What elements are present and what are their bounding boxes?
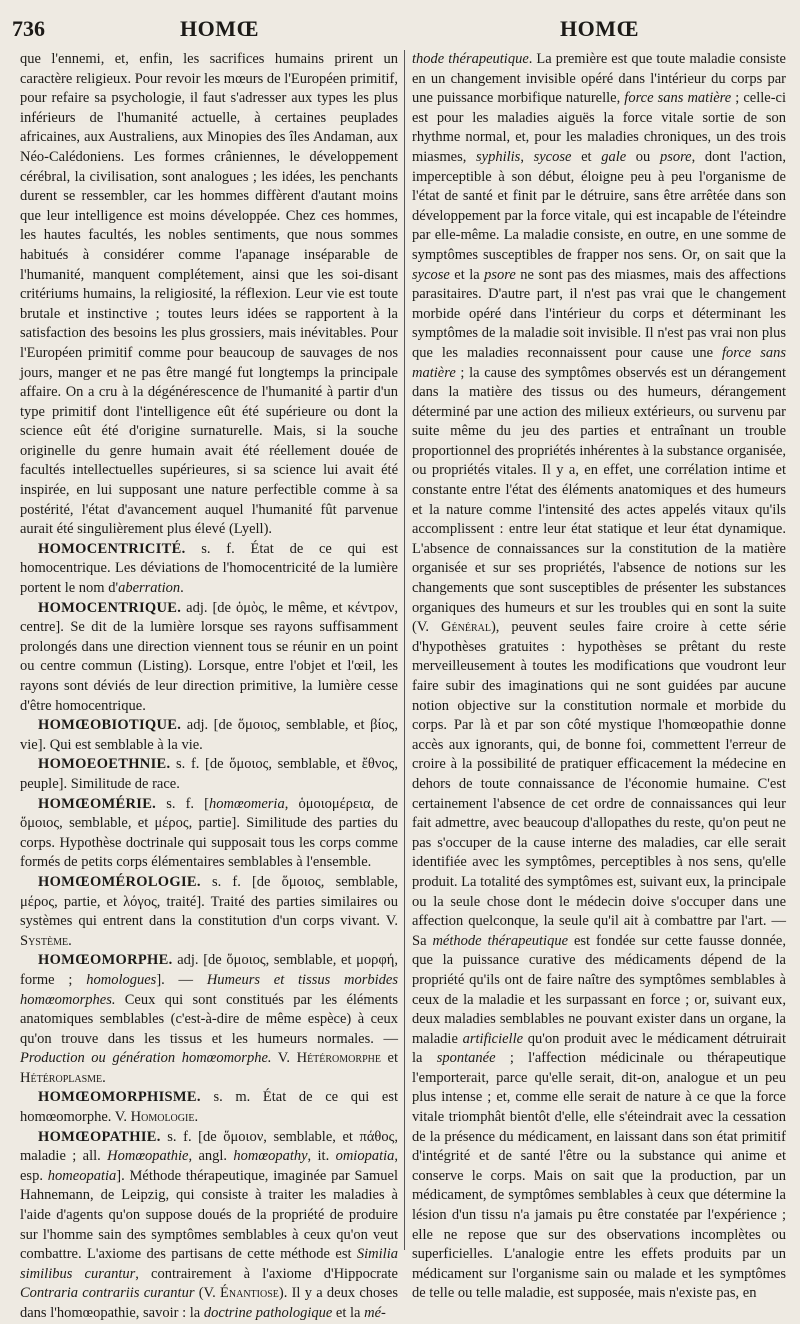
body-text: .	[102, 1069, 106, 1086]
body-text: ; la cause des symptômes observés est un dérangement dans la matière des tissus ou des humeurs, dérangement déterminé par une action des milieux extérieurs, ou survenu par suite même du jeu des parties et entraînant un trouble proportionnel des propriétés inhérentes à la substance organisée, ou propriétés vitales. Il y a, en effet, une corrélation intime et constante entre l'état des éléments anatomiques et des humeurs et la nature comme l'intensité des actes appelés vitaux qu'ils accomplissent : entre leur état statique et leur état dynamique. L'absence de connaissances sur la constitution de la matière organisée et sur ses propriétés, l'absence de notions sur les changements que sont susceptibles de présenter les substances organiques des humeurs et sur les troubles qui en sont la suite (V.	[412, 364, 786, 636]
right-column	[412, 50, 787, 1302]
body-text: adj. [de ὅμοιος, semblable, et βίος, vie]. Qui est semblable à la vie.	[20, 717, 398, 753]
italic-text: force sans matière	[624, 90, 732, 107]
italic-text: thode thérapeutique	[412, 51, 529, 67]
cross-reference: Hétéromorphe	[296, 1050, 381, 1067]
dictionary-entry	[20, 1088, 398, 1127]
entry-headword: HOMŒOMÉROLOGIE.	[38, 873, 201, 890]
dictionary-entry	[20, 599, 398, 717]
entry-headword: HOMOEOETHNIE.	[38, 756, 171, 773]
body-text: et la	[332, 1305, 365, 1321]
page-header	[0, 16, 800, 50]
continued-paragraph	[412, 50, 786, 1304]
body-text: et la	[449, 266, 485, 283]
body-text: , contrairement à l'axiome d'Hippocrate	[135, 1265, 398, 1282]
body-text: ). Il y a deux choses dans l'homœopathie, savoir : la	[20, 1285, 398, 1321]
body-text: (V.	[194, 1285, 221, 1302]
body-text: qu'on produit avec le médicament détruirait la	[412, 1030, 786, 1067]
italic-text: sycose	[412, 266, 450, 283]
dictionary-entry	[20, 540, 398, 599]
italic-text: psore	[659, 148, 692, 165]
italic-text: Homœopathie	[107, 1148, 189, 1165]
entry-headword: HOMOCENTRICITÉ.	[38, 540, 186, 557]
italic-text: homologues	[86, 971, 157, 988]
italic-text: syphilis	[476, 148, 521, 165]
body-text: , dont l'action, imperceptible à son début, éloigne peu à peu l'organisme de l'état de santé et finit par le détruire, sans être arrêtée dans son développement par la force vitale, qui est incapable de l'éteindre par elle-même. La maladie consiste, en outre, en une somme de symptômes susceptibles de frapper nos sens. Or, on sait que la	[412, 148, 787, 263]
italic-text: homeopatia	[47, 1167, 117, 1184]
dictionary-entry	[20, 795, 398, 873]
cross-reference: Système	[20, 932, 69, 949]
running-head-right: HOMŒ	[560, 16, 639, 41]
italic-text: Contraria contrariis curantur	[20, 1285, 195, 1302]
entry-headword: HOMŒOMORPHISME.	[38, 1089, 201, 1106]
body-text: , angl.	[188, 1148, 234, 1165]
body-text: s. f. [de ὅμοιον, semblable, et πάθος, maladie ; all.	[20, 1128, 398, 1165]
body-text: .	[68, 932, 72, 949]
left-column	[20, 50, 398, 1321]
italic-text: omiopatia	[335, 1148, 395, 1165]
body-text: ,	[520, 148, 534, 165]
italic-text: gale	[601, 148, 627, 165]
cross-reference: Énantiose	[220, 1285, 279, 1302]
dictionary-entry	[20, 716, 398, 755]
italic-text: aberration	[118, 580, 181, 597]
body-text: ou	[626, 148, 660, 165]
italic-text: sycose	[533, 148, 572, 165]
body-text: ]. Méthode thérapeutique, imaginée par Samuel Hahnemann, de Leipzig, qui consiste à traiter les maladies à l'aide d'agents qu'on suppose doués de la propriété de produire sur l'homme sain des symptômes semblables à ceux qu'on veut combattre. L'axiome des partisans de cette méthode est	[20, 1167, 398, 1263]
italic-text: doctrine pathologique	[203, 1305, 333, 1321]
italic-text: psore	[484, 266, 516, 283]
body-text: , it.	[307, 1148, 336, 1165]
body-text: s. f. État de ce qui est homocentrique. Les déviations de l'homocentricité de la lumière portent le nom d'	[20, 540, 398, 597]
body-text: .	[180, 580, 184, 597]
body-text: .	[194, 1109, 199, 1126]
body-text: s. m. État de ce qui est homœomorphe. V.	[20, 1089, 398, 1126]
entry-headword: HOMŒOMORPHE.	[38, 952, 173, 969]
body-text: . La première est que toute maladie consiste en un changement invisible opéré dans l'intérieur du corps par une puissance morbifique naturelle,	[412, 51, 786, 107]
dictionary-entry	[20, 755, 398, 794]
body-text: , esp.	[20, 1148, 398, 1184]
italic-text: Humeurs et tissus morbides homœomorphes.	[20, 971, 398, 1008]
body-text: est fondée sur cette fausse donnée, que la puissance curative des médicaments dépend de la propriété qu'ils ont de faire naître des symptômes semblables à ceux de la maladie et les surpassant en force ; or, suivant eux, deux maladies semblables ne pouvant exister dans un organe, la maladie	[412, 932, 786, 1047]
page-number: 736	[12, 16, 45, 41]
body-text: V.	[271, 1050, 297, 1067]
body-text: ]. —	[156, 971, 207, 988]
body-text: , ὁμοιομέρεια, de ὅμοιος, semblable, et μέρος, partie]. Similitude des parties du corps. Hypothèse doctrinale qui supposait tous les corps comme formés de petits corps élémentaires semblables à l'ensemble.	[20, 795, 398, 871]
body-text: Ceux qui sont constitués par les éléments anatomiques semblables (c'est-à-dire de même espèce) à ceux qu'on trouve dans les tissus et les humeurs normales. —	[20, 991, 398, 1047]
dictionary-entry	[20, 1128, 398, 1324]
italic-text: homœopathy	[233, 1148, 308, 1165]
column-divider	[404, 50, 405, 1250]
cross-reference: Homologie	[130, 1109, 195, 1126]
italic-text: force sans matière	[412, 344, 786, 381]
body-text: ne sont pas des miasmes, mais des affections parasitaires. D'autre part, il n'est pas vrai que le changement morbide opéré dans l'intérieur du corps et déterminant les symptômes de la maladie soit invisible. Il n'est pas vrai non plus que les maladies reconnaissent pour cause une	[412, 266, 787, 361]
italic-text: artificielle	[462, 1030, 524, 1047]
italic-text: spontanée	[436, 1050, 496, 1067]
italic-text: Similia similibus curantur	[20, 1246, 398, 1282]
italic-text: mé-	[364, 1305, 386, 1321]
italic-text: Production ou génération homœomorphe.	[20, 1050, 272, 1067]
body-text: adj. [de ὁμὸς, le même, et κέντρον, centre]. Se dit de la lumière lorsque ses rayons suffisamment prolongés dans une direction viennent tous se réunir en un point ou centre commun (Listing). Lorsque, entre l'objet et l'œil, les rayons sont déviés de leur direction primitive, la lumière cesse d'être homocentrique.	[20, 599, 398, 714]
entry-headword: HOMŒOBIOTIQUE.	[38, 717, 182, 734]
running-head-left: HOMŒ	[180, 16, 259, 41]
body-text: et	[571, 148, 602, 165]
body-text: adj. [de ὅμοιος, semblable, et μορφή, forme ;	[20, 952, 398, 988]
italic-text: homœomeria	[208, 795, 285, 812]
entry-headword: HOMOCENTRIQUE.	[38, 599, 182, 616]
italic-text: méthode thérapeutique	[432, 932, 569, 949]
intro-paragraph: que l'ennemi, et, enfin, les sacrifices humains prirent un caractère religieux. Pour revoir les mœurs de l'Européen primitif, pour refaire sa psychologie, il faut s'adresser aux types les plus inférieurs de l'humanité actuelle, à certaines peuplades africaines, aux Australiens, aux Minopies des îles Andaman, aux Néo-Calédoniens. Les formes crâniennes, le développement cérébral, la civilisation, sont analogues ; les idées, les penchants durent se ressembler, car les hommes diffèrent d'autant moins que leur intelligence est moins développée. Chez ces hommes, les hautes facultés, les nobles sentiments, que nous sommes habitués à considérer comme l'apanage inséparable de l'humanité, manquent complétement, ainsi que les soi-disant critériums humains, la religiosité, la réflexion. Leur vie est toute brutale et instinctive ; toutes leurs idées se rapportent à la satisfaction des besoins les plus grossiers, mais inévitables. Pour l'Européen primitif comme pour beaucoup de sauvages de nos jours, manger et ne pas être mangé fut longtemps la principale affaire. On a cru à la dégénérescence de l'humanité à partir d'un type primitif dont l'intelligence eût été supérieure ou dont la science eût été d'origine surnaturelle. Mais, si la souche originelle du genre humain avait été réellement douée de facultés intellectuelles supérieures, si sa science lui avait été inspirée, en lui supposant une nature perfectible comme à sa postérité, l'état d'avancement auquel l'humanité fût parvenue aurait été singulièrement plus élevé (Lyell).	[20, 51, 398, 538]
entry-headword: HOMŒOMÉRIE.	[38, 795, 157, 812]
body-text: ), peuvent seules faire croire à cette série d'hypothèses gratuites : hypothèses se prêtant du reste merveilleusement à toutes les modifications que voudront leur faire subir des imaginations qui ne sont guidées par aucune notion objective sur la constitution normale et morbide du corps. Par là et par son côté mystique l'homœopathie donne accès aux ignorants, qui, de bonne foi, commettent l'erreur de croire à la possibilité de pratiquer efficacement la médecine en dehors de toute connaissance de l'économie humaine. C'est certainement l'absence de cet ordre de connaissances qui leur fait admettre, avec beaucoup d'allopathes du reste, qu'on peut ne pas s'occuper de la cause interne des maladies, car elle serait identifiée avec les symptômes, perceptibles à nos sens, qu'elle produit. La totalité des symptômes est, suivant eux, la principale ou la seule chose dont le médecin doive s'occuper dans une affection quelconque, la seule qu'il ait à combattre par l'art. — Sa	[412, 619, 787, 949]
dictionary-entry	[20, 951, 398, 1088]
body-text: ; celle-ci est pour les maladies aiguës la force vitale sortie de son rhythme normal, et, pour les maladies chroniques, un des trois miasmes,	[412, 90, 786, 165]
dictionary-entry	[20, 873, 398, 951]
entry-headword: HOMŒOPATHIE.	[38, 1128, 161, 1145]
body-text: s. f. [de ὅμοιος, semblable, μέρος, partie, et λόγος, traité]. Traité des parties similaires ou systèmes qui entrent dans la constitution d'un corps vivant. V.	[20, 873, 398, 930]
body-text: s. f. [	[156, 795, 209, 812]
cross-reference: Général	[441, 619, 491, 636]
cross-reference: Hétéroplasme	[20, 1069, 103, 1086]
body-text: ; l'affection médicinale ou thérapeutique l'emporterait, parce qu'elle serait, dit-on, analogue et un peu plus intense ; et, comme elle serait de nature à ce que la force vitale triomphât bientôt d'elle, elle s'éteindrait avec la cessation de la présence du médicament, en laissant dans son état primitif d'intégrité et de santé l'être ou la substance qui anime et conserve le corps. Mais on sait que la production, par un médicament, de symptômes semblables à ceux que détermine la lésion d'un tissu n'a jamais pu être constatée par l'expérience ; elle ne repose que sur des observations incomplètes ou superficielles. L'analogie entre les effets produits par un médicament sur l'organisme sain ou malade et les symptômes de telle ou telle maladie, est supposée, mais n'existe pas, en	[412, 1050, 786, 1302]
body-text: s. f. [de ὅμοιος, semblable, et ἔθνος, peuple]. Similitude de race.	[20, 756, 398, 792]
body-text: et	[380, 1050, 398, 1067]
